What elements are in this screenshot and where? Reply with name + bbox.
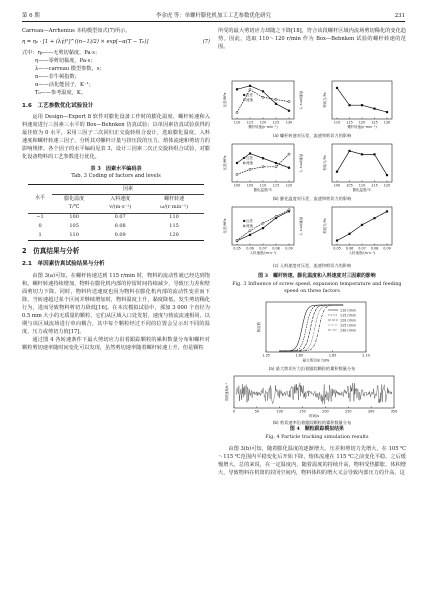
pressure-point — [236, 88, 238, 90]
variable-item: α——活化能因子，K⁻¹； — [35, 82, 94, 89]
plot-frame — [234, 376, 394, 408]
cdf-series-130 — [279, 305, 343, 351]
col-feed: 入料速度 — [110, 195, 131, 202]
x-tick-label: 0.06 — [345, 246, 354, 251]
pressure-point — [275, 162, 277, 164]
shear-point — [373, 217, 375, 219]
pressure-point — [249, 85, 251, 87]
x-tick-label: 115 — [371, 183, 378, 188]
variable-item: T₀——参考温度，K。 — [35, 90, 86, 97]
panel-dual — [222, 144, 304, 192]
col-speed: 螺杆转速 — [164, 195, 185, 202]
series-shear-line — [337, 211, 387, 240]
shear-point — [386, 174, 388, 176]
x-tick-label: 1.60 — [295, 353, 304, 358]
flow-point — [262, 222, 264, 224]
y-axis-label-4b: 剪切速率/s⁻¹ — [225, 382, 229, 402]
x-tick-label: 50 — [254, 409, 260, 414]
x-tick-label: 125 — [272, 120, 280, 125]
x-tick-label: 130 — [383, 120, 391, 125]
table-row — [28, 231, 204, 240]
cell: 110 — [169, 214, 179, 221]
x-axis-label-4b: 时间/s — [308, 414, 320, 418]
table-row — [28, 222, 204, 231]
legend-pressure-label: 压差 — [246, 155, 253, 160]
x-axis-label: 入料速度/(m·s⁻¹) — [249, 251, 277, 255]
fig3-caption-en: Fig. 3 Influence of screw speed, expansion temperature and feeding speed on three factors — [232, 281, 402, 294]
variable-item: n——非牛顿指数； — [35, 74, 80, 81]
flow-point — [288, 209, 290, 211]
series-flow-line — [237, 90, 289, 113]
legend-label: 115 r/min — [340, 313, 357, 318]
plot-frame — [232, 144, 294, 182]
pressure-point — [275, 103, 277, 105]
subcaption-4a: (a) 最大剪切应力沿着跟踪颗粒的累积数量分布 — [268, 366, 356, 371]
right-column — [218, 27, 406, 51]
cdf-series-120 — [279, 305, 343, 351]
x-tick-label: 200 — [322, 409, 329, 414]
plot-frame — [332, 144, 392, 182]
flow-point — [236, 173, 238, 175]
model-intro: Carreau—Arrhenius 本构模型如式(7)所示。 — [22, 28, 131, 34]
x-tick-label: 100 — [233, 183, 241, 188]
panel-dual — [222, 81, 304, 129]
plot-frame — [332, 81, 392, 119]
flow-point — [275, 166, 277, 168]
col-level: 水平 — [35, 195, 46, 202]
panel-4b — [224, 376, 397, 418]
x-tick-label: 120 — [358, 120, 366, 125]
fig4-caption-en: Fig. 4 Particle tracking simulation results — [265, 434, 369, 440]
shear-rate-trace — [236, 383, 392, 404]
pressure-point — [249, 152, 251, 154]
legend-pressure-label: 压差 — [246, 92, 253, 97]
x-axis-label: 入料速度/(m·s⁻¹) — [348, 251, 376, 255]
x-tick-label: 105 — [346, 183, 353, 188]
cdf-series-125 — [279, 305, 343, 351]
y-axis-label-flow: 流速/(m·s⁻¹) — [299, 216, 303, 236]
legend-flow-label: 流速 — [246, 224, 253, 229]
x-tick-label: 110 — [358, 183, 366, 188]
plot-frame — [232, 81, 294, 119]
legend-flow-marker — [243, 99, 245, 101]
panel-shear — [322, 81, 392, 129]
flow-point — [288, 153, 290, 155]
x-tick-label: 0.09 — [383, 246, 391, 251]
x-tick-label: 0.09 — [285, 246, 293, 251]
col-temp-unit: T/℃ — [68, 204, 80, 211]
shear-point — [361, 153, 363, 155]
cell: 100 — [69, 214, 79, 221]
shear-point — [348, 150, 350, 152]
variable-where: 式中：η₀——无剪切黏度，Pa·s； — [22, 50, 101, 57]
right-bottom-text — [218, 445, 406, 477]
cell: 110 — [69, 231, 79, 238]
panel-dual — [222, 207, 304, 255]
shear-point — [373, 108, 375, 110]
x-tick-label: 125 — [371, 120, 378, 125]
shear-point — [336, 171, 338, 173]
left-column — [22, 27, 210, 352]
shear-point — [336, 87, 338, 89]
cdf-series-110 — [279, 305, 343, 351]
fig3-caption-cn: 图 3 螺杆转速、膨化温度和入料速度对三因素的影响 — [258, 273, 376, 279]
variable-item: λ——carreau 模型参数，s； — [35, 66, 105, 73]
x-tick-label: 0.07 — [358, 246, 366, 251]
cell: 1 — [38, 231, 42, 238]
legend-pressure-marker — [243, 157, 245, 159]
shear-point — [386, 210, 388, 212]
section-2-1-heading: 2.1 单因素仿真试验结果与分析 — [22, 261, 105, 268]
panel-shear — [322, 207, 392, 255]
page-number: 231 — [394, 13, 405, 19]
section-1-6-heading: 1.6 工艺参数优化试验设计 — [22, 102, 94, 109]
running-header — [22, 10, 405, 22]
section-1-6-paragraph: 运用 Design—Expert 8 软件对膨化设备工作时的膨化温度、螺杆转速和入料速度进行三因素三水平的 Box—Behnken 仿真试验；以单因素仿真试验获得的最佳值为 0 水平，采用三因子二次回归正交旋转组合设计，选取膨化温度、入料速度和螺杆转速三因子，分析其对螺杆计量与挤压段的压力、熔体流速和剪切力的影响规律。各个因子的水平编码见表 3，设计三因素二次正交旋转组合试验，对膨化设备物料的工艺参数进行优化。 — [22, 114, 210, 161]
flow-point — [262, 96, 264, 98]
cell: 120 — [169, 231, 179, 238]
figure-4-svg — [218, 298, 406, 426]
section-2-heading: 2 仿真结果与分析 — [22, 246, 80, 255]
x-tick-label: 115 — [272, 183, 280, 188]
legend-pressure-label: 压差 — [246, 218, 253, 223]
shear-point — [348, 233, 350, 235]
y-axis-label-pressure: 压差/MPa — [223, 155, 227, 171]
subcaption-4b: (b) 剪切速率沿着跟踪颗粒的累积数量分布 — [272, 420, 352, 425]
flow-point — [249, 168, 251, 170]
pressure-point — [262, 90, 264, 92]
col-feed-unit: v/(m·s⁻¹) — [109, 204, 132, 211]
right-bottom-paragraph: 由图 3(b)可知，随着膨化温度的逐渐增大，压差和剪切力先增大，在 105 ℃～115 ℃范围内平稳变化后开始下降，熔体流速在 115 ℃之前变化平稳，之后缓慢增大。总的来说，在一定温度内，随着温度的持续升高，物料受热膨胀，体积增大，导致物料在机筒的封闭空间内，物料体积的增大又会导致内部压力的升高。这 — [218, 446, 406, 477]
x-tick-label: 110 — [333, 120, 341, 125]
shear-point — [361, 104, 363, 106]
subcaption-c: (c) 入料速度对压差、流速和剪切力的影响 — [272, 263, 352, 268]
plot-frame — [232, 207, 294, 245]
legend-flow-marker — [243, 225, 245, 227]
flow-point — [275, 215, 277, 217]
shear-point — [361, 224, 363, 226]
pressure-point — [249, 234, 251, 236]
y-axis-label-pressure: 压差/MPa — [223, 218, 227, 234]
legend-flow-marker — [243, 162, 245, 164]
legend-flow-label: 流速 — [246, 161, 253, 166]
x-axis-label: 螺杆转速/(r·min⁻¹) — [347, 125, 377, 129]
x-tick-label: 0 — [232, 409, 236, 414]
x-tick-label: 0.06 — [246, 246, 254, 251]
cell: 0.07 — [114, 214, 126, 221]
cell: −1 — [36, 214, 44, 221]
cell: 0.08 — [114, 222, 126, 229]
legend-pressure-marker — [243, 220, 245, 222]
x-tick-label: 250 — [345, 409, 352, 414]
y-axis-label-flow: 流速/(m·s⁻¹) — [299, 153, 303, 173]
x-tick-label: 300 — [367, 409, 375, 414]
pressure-point — [236, 162, 238, 164]
cell: 0 — [38, 222, 42, 229]
legend-label: 125 r/min — [340, 323, 357, 328]
x-axis-label: 膨化温度/℃ — [352, 188, 372, 192]
flow-point — [288, 101, 290, 103]
subcaption-b: (b) 膨化温度对压差、流速和剪切力的影响 — [272, 196, 352, 201]
x-tick-label: 130 — [285, 120, 293, 125]
x-tick-label: 150 — [299, 409, 306, 414]
legend-pressure-marker — [243, 94, 245, 96]
x-tick-label: 2.10 — [362, 353, 370, 358]
x-tick-label: 110 — [233, 120, 241, 125]
x-tick-label: 120 — [383, 183, 391, 188]
shear-point — [373, 153, 375, 155]
x-tick-label: 120 — [285, 183, 293, 188]
x-tick-label: 0.05 — [233, 246, 241, 251]
x-tick-label: 0.07 — [259, 246, 267, 251]
factor-group-header: 因素 — [52, 185, 204, 195]
figure-4 — [218, 298, 406, 426]
x-tick-label: 105 — [246, 183, 254, 188]
flow-point — [249, 230, 251, 232]
shear-point — [336, 239, 338, 241]
subcaption-a: (a) 螺杆转速对压差、流速和剪切力的影响 — [272, 133, 352, 138]
col-temp: 膨化温度 — [64, 195, 85, 202]
pressure-point — [262, 227, 264, 229]
issue-number: 第 6 期 — [22, 13, 40, 19]
pressure-point — [288, 110, 290, 112]
section-2-1-paragraph-b: 通过图 4 各转速条件下最大剪切应力沿着跟踪颗粒的累积数量分布和螺杆对颗粒剪切速率随时间变化可以发现，虽然剪切速率随着螺杆转速上升，但是颗粒 — [22, 337, 210, 352]
flow-point — [275, 98, 277, 100]
table3-caption-en: Tab. 3 Coding of factors and levels — [71, 173, 161, 180]
x-tick-label: 0.08 — [272, 246, 280, 251]
x-tick-label: 1.35 — [262, 353, 270, 358]
section-2-1-paragraph-a: 由图 3(a)可知，在螺杆转速达到 115 r/min 时，物料的流动性就已经达到饱和。螺杆转速持续增加，物料在膨化机内部的停留时间持续减少，导致压力差和壁面剪切力下降。同时，物料传送速度也因为物料在膨化机内部的流动性变差而下降。当转速超过某个区间并继续增加时，物料温度上升，黏度降低，发生剪切稀化行为，进而导致物料剪切力降低[16]。在本次模拟试验中，那加 3 000 个直径为 0.5 mm 大小的无质量的颗粒，它们从区域入口处发射，速度与熔流流速相同，以期与该区域流场进行单向耦合，其中每个颗粒经过不同的位置会呈示出不同的温度、压力或剪切力值[17]。 — [22, 272, 210, 336]
x-tick-label: 100 — [276, 409, 283, 414]
y-axis-label-flow: 流速/(m·s⁻¹) — [299, 90, 303, 110]
cell: 0.09 — [114, 231, 126, 238]
pressure-point — [288, 167, 290, 169]
variable-item: η——零剪切黏度，Pa·s； — [35, 58, 96, 65]
col-speed-unit: ω/(r·min⁻¹) — [160, 204, 188, 211]
x-tick-label: 1.85 — [328, 353, 337, 358]
pressure-point — [262, 157, 264, 159]
flow-point — [262, 166, 264, 168]
series-shear-line — [337, 88, 387, 112]
x-tick-label: 120 — [259, 120, 267, 125]
legend-label: 110 r/min — [340, 308, 357, 313]
flow-point — [249, 89, 251, 91]
y-axis-label-shear: 剪切力/Pa — [323, 218, 327, 234]
x-tick-label: 0.05 — [333, 246, 341, 251]
y-axis-label-shear: 剪切力/Pa — [323, 155, 327, 171]
panel-shear — [322, 144, 392, 192]
fig4-caption-cn: 图 4 颗粒跟踪模拟结果 — [289, 426, 344, 432]
x-tick-label: 110 — [259, 183, 267, 188]
legend-label: 120 r/min — [340, 318, 357, 323]
y-axis-label-4a: 颗粒数 — [257, 321, 261, 333]
flow-point — [236, 111, 238, 113]
x-axis-label-4a: 最大剪切应力/Pa — [302, 358, 330, 363]
flow-point — [236, 239, 238, 241]
x-axis-label: 膨化温度/℃ — [253, 188, 273, 192]
cell: 115 — [169, 222, 179, 229]
figure-3-svg — [218, 77, 406, 273]
table-3 — [28, 184, 204, 241]
cdf-series-115 — [279, 305, 343, 351]
right-top-paragraph: 所受的最大剪切应力却随之下降[18]，符合该段螺杆区域内流场剪切稀化的变化趋势。因此，选取 110～120 r/min 作为 Box—Behnken 试验的螺杆转速的范围。 — [218, 28, 406, 51]
shear-point — [348, 104, 350, 106]
table-row — [28, 213, 204, 222]
x-tick-label: 0.08 — [370, 246, 379, 251]
figure-3 — [218, 77, 406, 273]
plot-frame — [332, 207, 392, 245]
cell: 105 — [69, 222, 79, 229]
table3-caption-cn: 表 3 因素水平编码表 — [90, 165, 142, 172]
x-axis-label: 螺杆转速/(r·min⁻¹) — [248, 125, 278, 129]
legend-flow-label: 流速 — [246, 98, 253, 103]
y-axis-label-shear: 剪切力/Pa — [323, 92, 327, 108]
equation-body: η = η₀ · [1 + (λγ̇)²]^((n−1)/2) × exp[−α(T − T₀)] — [22, 39, 149, 46]
y-axis-label-pressure: 压差/MPa — [223, 92, 227, 108]
legend-label: 130 r/min — [340, 328, 357, 333]
running-title: 李金虎 等：单螺杆膨化机加工工艺参数优化研究 — [156, 13, 271, 19]
x-tick-label: 115 — [346, 120, 353, 125]
equation-number: (7) — [202, 39, 210, 46]
panel-4a — [256, 302, 370, 363]
shear-point — [386, 111, 388, 113]
equation-7 — [22, 38, 210, 46]
x-tick-label: 115 — [246, 120, 254, 125]
variable-list — [22, 57, 210, 97]
x-tick-label: 350 — [390, 409, 398, 414]
x-tick-label: 100 — [333, 183, 341, 188]
